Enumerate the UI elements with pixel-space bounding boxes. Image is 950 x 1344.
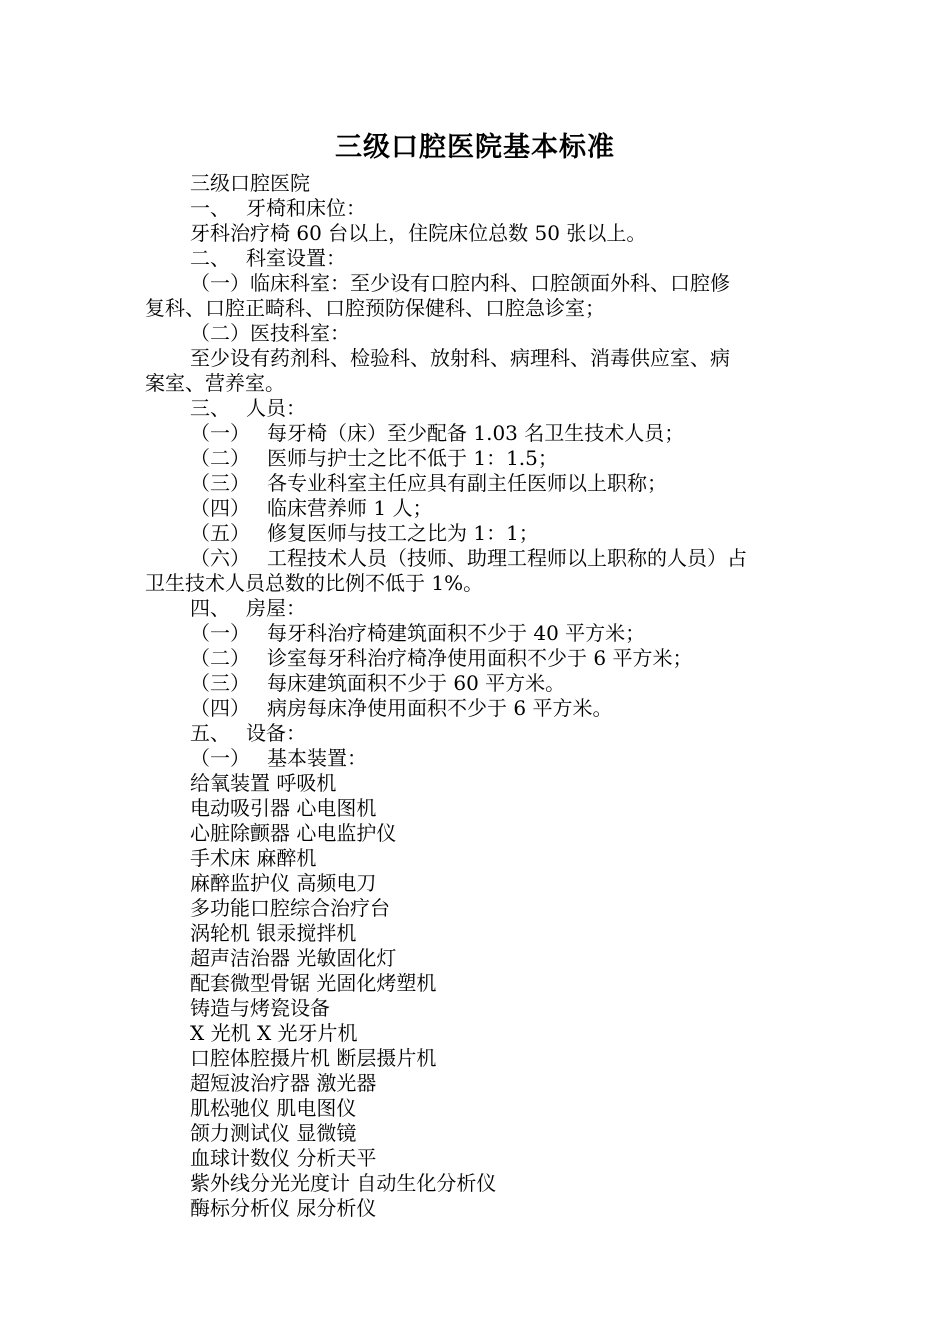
document-body — [145, 171, 813, 1221]
section-label: 科室设置： — [246, 246, 346, 270]
section-number: 五、 — [190, 721, 230, 745]
equipment-line: 电动吸引器 心电图机 — [190, 796, 377, 820]
item-text: 病房每床净使用面积不少于 6 平方米。 — [267, 696, 613, 720]
list-item — [145, 746, 813, 771]
equipment-line: 紫外线分光光度计 自动生化分析仪 — [190, 1171, 497, 1195]
item-number: （六） — [190, 546, 250, 570]
section-label: 设备： — [246, 721, 306, 745]
item-number: （一） — [190, 621, 250, 645]
item-text: 临床营养师 1 人； — [267, 496, 433, 520]
equipment-line: 手术床 麻醉机 — [190, 846, 317, 870]
item-text: 每牙科治疗椅建筑面积不少于 40 平方米； — [267, 621, 646, 645]
item-number: （二） — [190, 446, 250, 470]
equipment-line: 酶标分析仪 尿分析仪 — [190, 1196, 377, 1220]
list-item — [145, 696, 813, 721]
equipment-line: 多功能口腔综合治疗台 — [190, 896, 390, 920]
section-label: 人员： — [246, 396, 306, 420]
equipment-line: X 光机 X 光牙片机 — [190, 1021, 358, 1045]
equipment-line: 给氧装置 呼吸机 — [190, 771, 337, 795]
paragraph-line: （一）临床科室：至少设有口腔内科、口腔颌面外科、口腔修 — [190, 271, 730, 295]
equipment-line: 超短波治疗器 激光器 — [190, 1071, 377, 1095]
list-item — [145, 421, 813, 446]
item-text: 每牙椅（床）至少配备 1.03 名卫生技术人员； — [267, 421, 685, 445]
page-title: 三级口腔医院基本标准 — [335, 132, 615, 163]
item-text: 诊室每牙科治疗椅净使用面积不少于 6 平方米； — [267, 646, 693, 670]
item-number: （五） — [190, 521, 250, 545]
item-text: 工程技术人员（技师、助理工程师以上职称的人员）占 — [267, 546, 747, 570]
list-item — [145, 671, 813, 696]
item-text: 各专业科室主任应具有副主任医师以上职称； — [267, 471, 667, 495]
list-item — [145, 546, 813, 571]
item-number: （一） — [190, 421, 250, 445]
equipment-line: 麻醉监护仪 高频电刀 — [190, 871, 377, 895]
paragraph-line: 至少设有药剂科、检验科、放射科、病理科、消毒供应室、病 — [190, 346, 730, 370]
item-text: 医师与护士之比不低于 1：1.5； — [267, 446, 558, 470]
paragraph-line: （二）医技科室： — [190, 321, 350, 345]
equipment-line: 口腔体腔摄片机 断层摄片机 — [190, 1046, 437, 1070]
equipment-line: 心脏除颤器 心电监护仪 — [190, 821, 397, 845]
equipment-line: 超声洁治器 光敏固化灯 — [190, 946, 397, 970]
item-text: 修复医师与技工之比为 1：1； — [267, 521, 539, 545]
item-number: （四） — [190, 496, 250, 520]
list-item — [145, 446, 813, 471]
paragraph-line: 案室、营养室。 — [145, 371, 285, 395]
item-text: 基本装置： — [267, 746, 367, 770]
item-text: 每床建筑面积不少于 60 平方米。 — [267, 671, 566, 695]
equipment-line: 配套微型骨锯 光固化烤塑机 — [190, 971, 437, 995]
list-item — [145, 646, 813, 671]
section-5-heading — [145, 721, 813, 746]
section-3-heading — [145, 396, 813, 421]
equipment-line: 肌松驰仪 肌电图仪 — [190, 1096, 357, 1120]
section-number: 四、 — [190, 596, 230, 620]
section-4-heading — [145, 596, 813, 621]
equipment-line: 涡轮机 银汞搅拌机 — [190, 921, 357, 945]
item-number: （三） — [190, 471, 250, 495]
equipment-line: 铸造与烤瓷设备 — [190, 996, 330, 1020]
item-number: （一） — [190, 746, 250, 770]
list-item — [145, 496, 813, 521]
item-number: （四） — [190, 696, 250, 720]
equipment-line: 颌力测试仪 显微镜 — [190, 1121, 357, 1145]
section-1-heading — [145, 196, 813, 221]
hospital-level-line: 三级口腔医院 — [190, 171, 310, 195]
equipment-line: 血球计数仪 分析天平 — [190, 1146, 377, 1170]
paragraph-line: 复科、口腔正畸科、口腔预防保健科、口腔急诊室； — [145, 296, 605, 320]
section-number: 一、 — [190, 196, 230, 220]
paragraph-line: 牙科治疗椅 60 台以上，住院床位总数 50 张以上。 — [190, 221, 647, 245]
list-item — [145, 471, 813, 496]
section-number: 二、 — [190, 246, 230, 270]
section-number: 三、 — [190, 396, 230, 420]
section-label: 牙椅和床位： — [246, 196, 366, 220]
section-label: 房屋： — [246, 596, 306, 620]
list-item — [145, 521, 813, 546]
item-number: （二） — [190, 646, 250, 670]
paragraph-line: 卫生技术人员总数的比例不低于 1%。 — [145, 571, 484, 595]
section-2-heading — [145, 246, 813, 271]
item-number: （三） — [190, 671, 250, 695]
list-item — [145, 621, 813, 646]
